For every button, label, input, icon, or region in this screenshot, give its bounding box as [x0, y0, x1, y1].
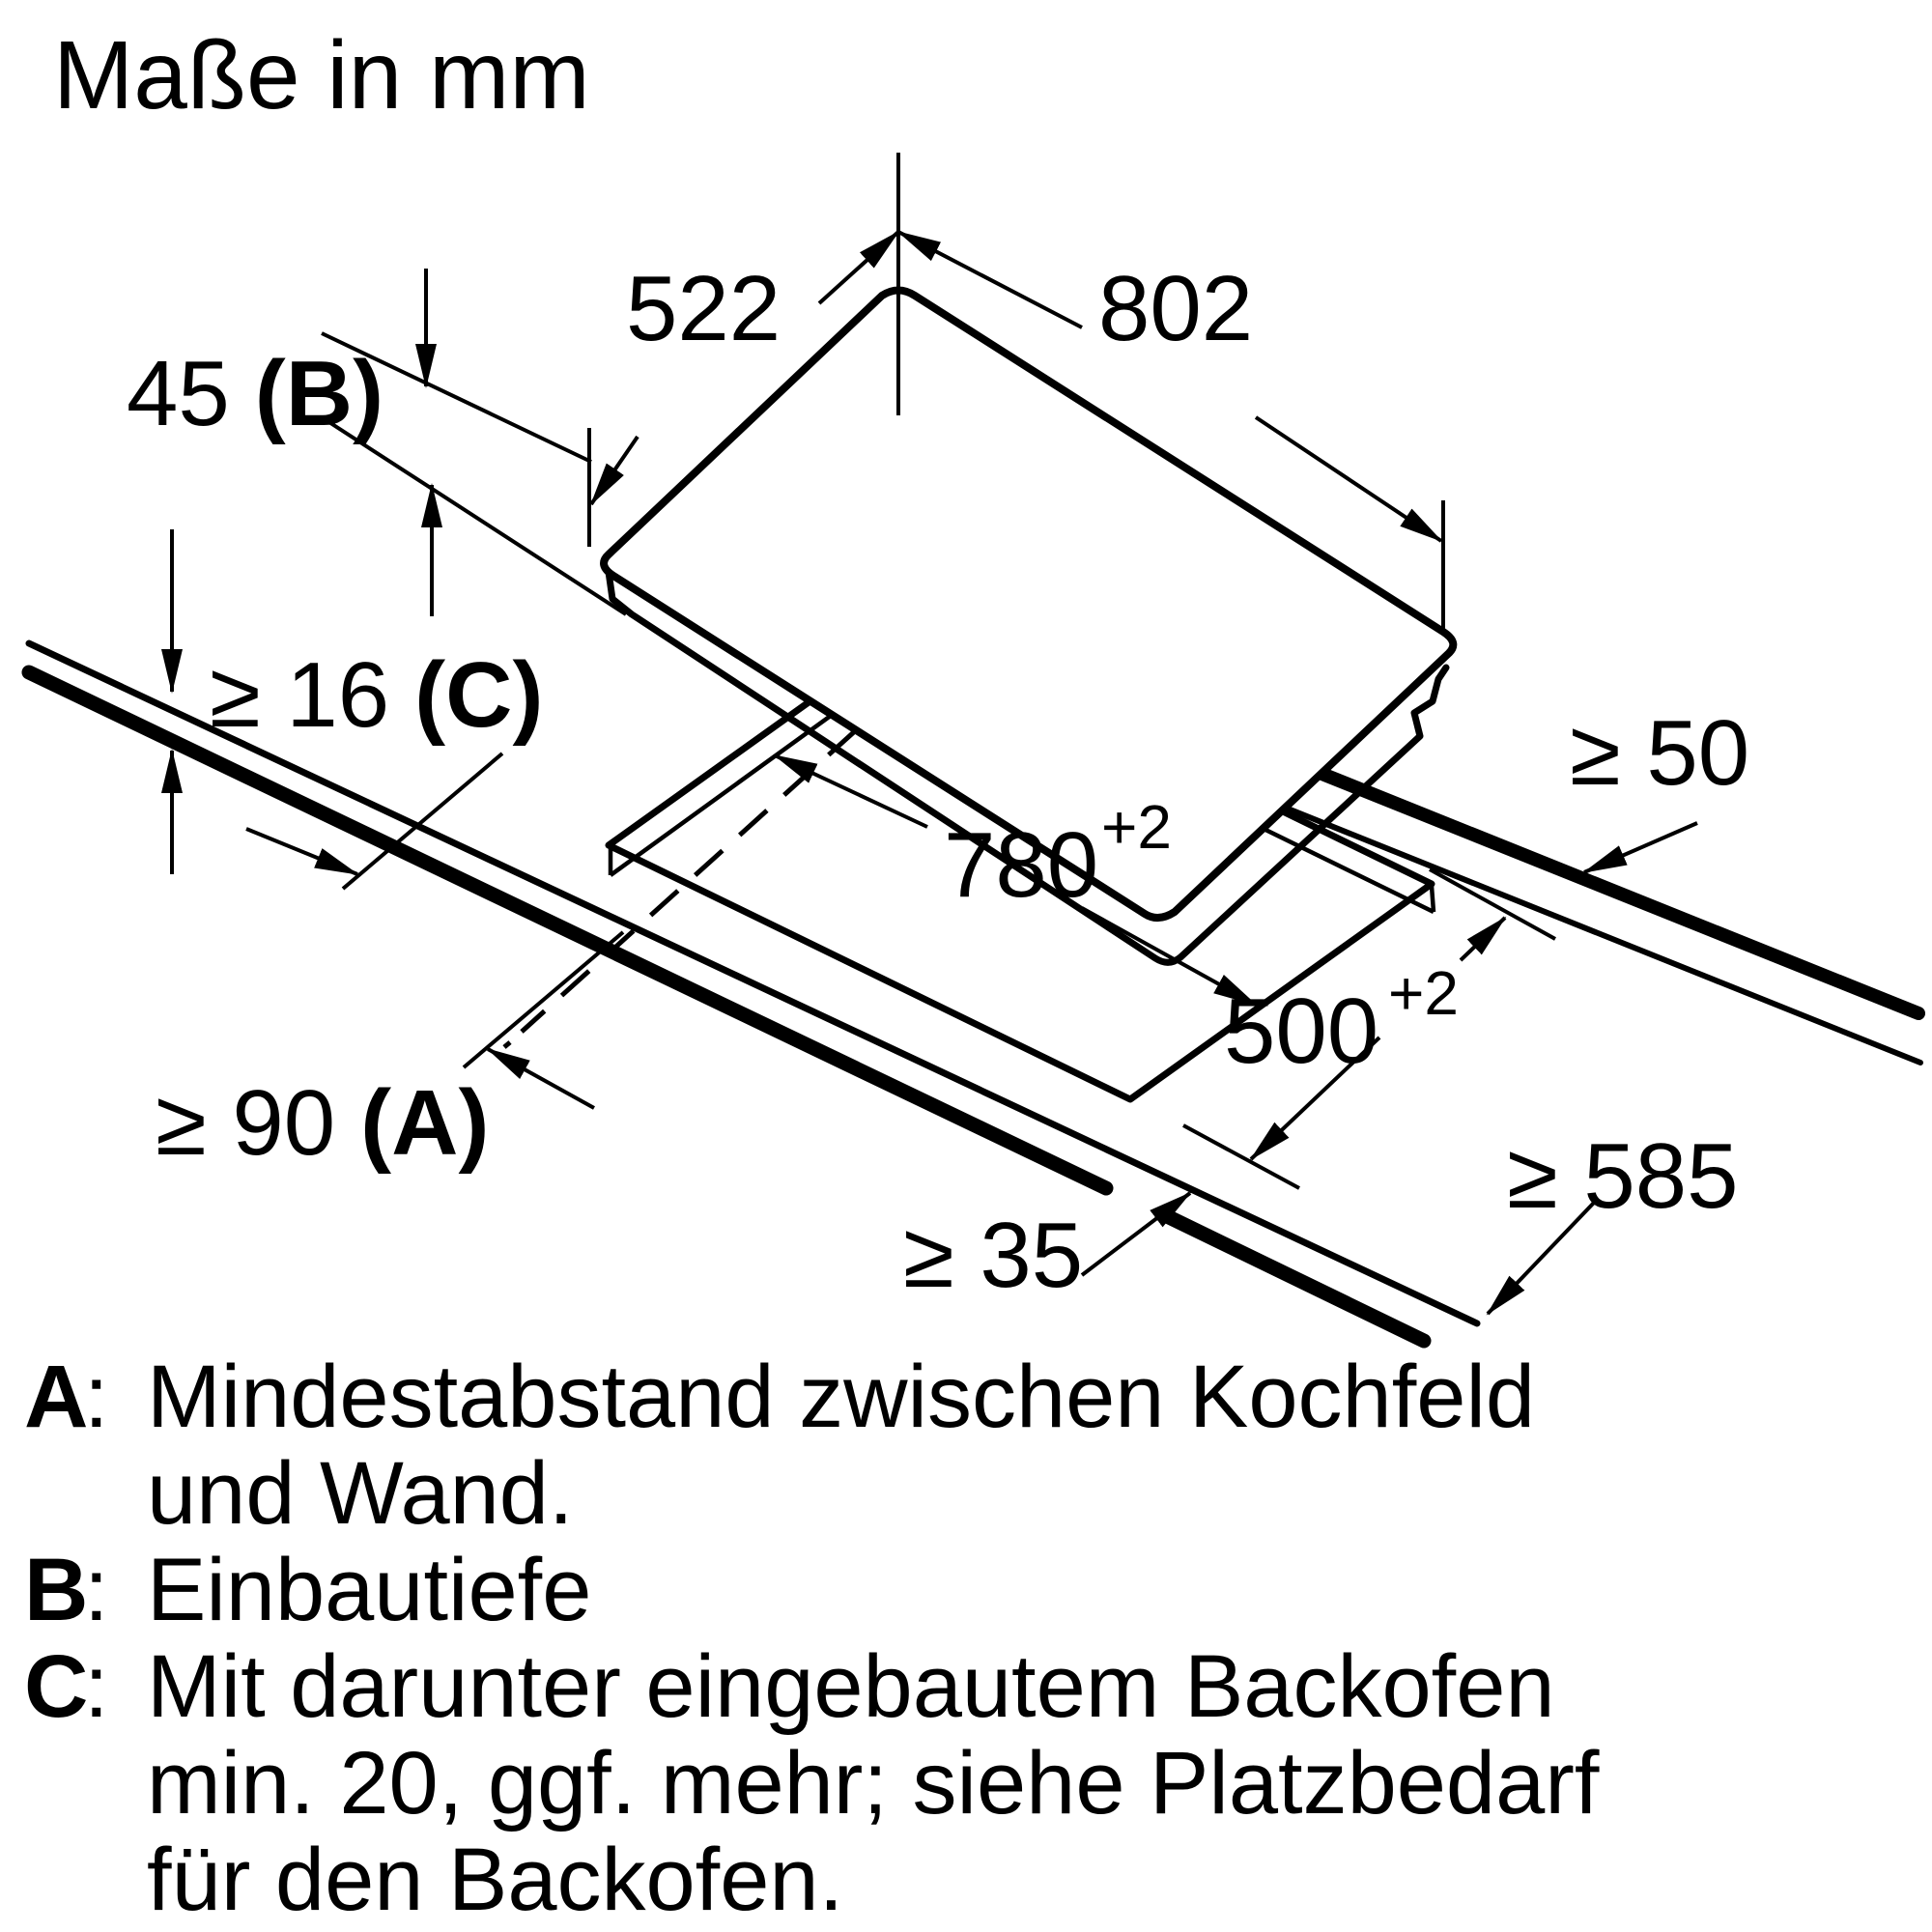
dim-arrow [246, 829, 357, 874]
dim-arrow [1256, 417, 1441, 541]
dim-cutout-depth [1183, 869, 1555, 1188]
legend-text: Mindestabstand zwischen Kochfeld [147, 1348, 1536, 1446]
dim-web-width [903, 1193, 1190, 1307]
dim-label-web-width: ≥ 35 [903, 1204, 1084, 1307]
dim-label-cooktop-width: 802 [1098, 257, 1254, 360]
dim-arrow [591, 437, 638, 504]
dim-label-built-in-depth [127, 342, 384, 445]
dim-label-cooktop-depth: 522 [626, 257, 781, 360]
legend-key: C [24, 1637, 89, 1736]
legend-separator: : [84, 1541, 109, 1639]
dim-side-clearance [1570, 701, 1749, 872]
dim-value: ≥ 90 [156, 1071, 336, 1175]
dash-dot [504, 1042, 510, 1047]
dim-built-in-depth [127, 269, 626, 616]
dim-arrow [1461, 918, 1505, 960]
dim-ref: (B) [254, 342, 384, 445]
dim-arrow [1584, 823, 1697, 872]
legend-text: für den Backofen. [147, 1831, 844, 1929]
dim-label-front-clearance: ≥ 585 [1507, 1124, 1739, 1228]
dim-label-cutout-width: 780 [944, 813, 1099, 917]
legend-separator: : [84, 1348, 109, 1446]
legend-line [24, 1638, 1908, 1735]
dim-label-side-clearance: ≥ 50 [1570, 701, 1750, 805]
dim-value: 45 [127, 342, 230, 445]
dim-label-cutout-depth: 500 [1224, 980, 1379, 1083]
extension-line [1183, 1125, 1299, 1188]
page-title: Maße in mm [53, 21, 590, 129]
legend-line [24, 1832, 1908, 1928]
dim-value: ≥ 16 [210, 643, 390, 747]
legend-line [24, 1349, 1908, 1445]
dim-ref: (C) [414, 643, 544, 747]
legend-text: und Wand. [147, 1444, 574, 1543]
legend [24, 1349, 1908, 1928]
dim-label-cutout-depth-tol: +2 [1388, 958, 1459, 1028]
dim-label-worktop-thickness [210, 643, 543, 747]
reference-line-bottom [322, 417, 626, 614]
dim-label-cutout-width-tol: +2 [1101, 792, 1172, 862]
legend-separator: : [84, 1637, 109, 1736]
legend-text: Mit darunter eingebautem Backofen [147, 1637, 1555, 1736]
dim-arrow [488, 1049, 594, 1108]
dim-label-wall-clearance [156, 1071, 489, 1175]
legend-text: min. 20, ggf. mehr; siehe Platzbedarf [147, 1734, 1600, 1833]
dim-wall-clearance [156, 753, 623, 1175]
legend-line [24, 1735, 1908, 1832]
dim-arrow [1082, 1193, 1190, 1275]
legend-line [24, 1542, 1908, 1638]
dim-ref: (A) [360, 1071, 490, 1175]
legend-line [24, 1445, 1908, 1542]
legend-key: B [24, 1541, 89, 1639]
extension-line [464, 932, 623, 1067]
dim-front-clearance [1488, 1124, 1739, 1314]
legend-key: A [24, 1348, 89, 1446]
legend-text: Einbautiefe [147, 1541, 592, 1639]
